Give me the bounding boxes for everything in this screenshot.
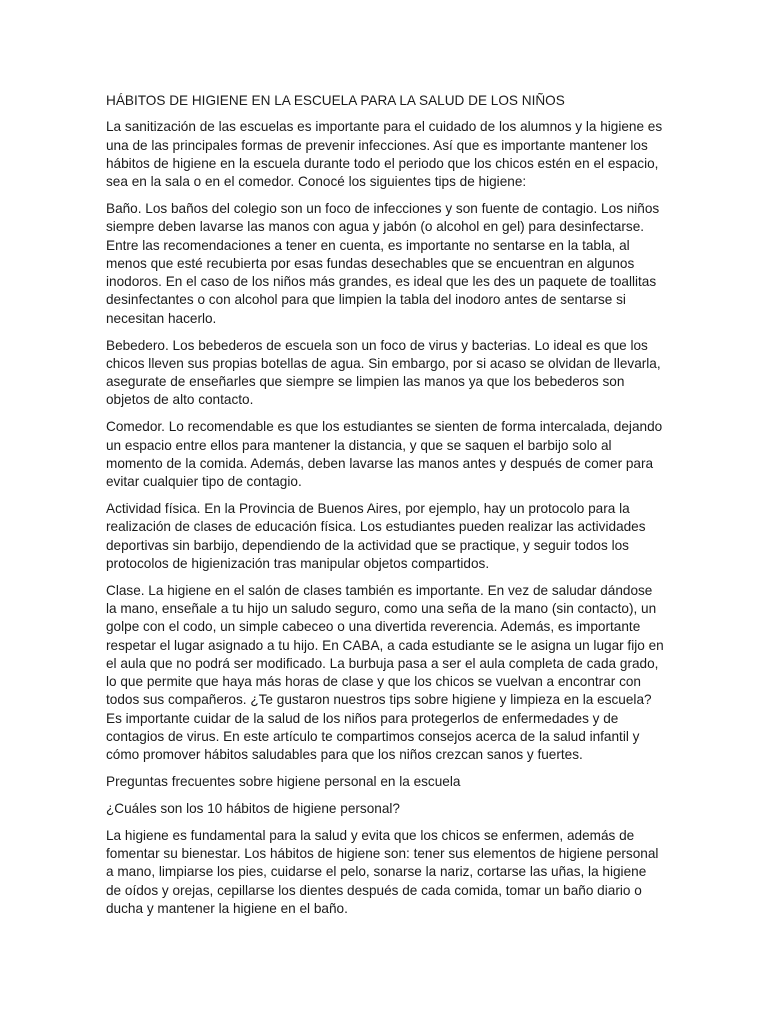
- paragraph-actividad-fisica: Actividad física. En la Provincia de Buenos Aires, por ejemplo, hay un protocolo para la realización de clases de educación física. Los estudiantes pueden realizar las actividades deportivas sin barbijo, dependiendo de la actividad que se practique, y seguir todos los protocolos de higienización tras manipular objetos compartidos.: [106, 500, 646, 571]
- faq-question: ¿Cuáles son los 10 hábitos de higiene personal?: [106, 800, 400, 816]
- paragraph-comedor: Comedor. Lo recomendable es que los estudiantes se sienten de forma intercalada, dejando un espacio entre ellos para mantener la distancia, y que se saquen el barbijo solo al momento de la comida. Además, deben lavarse las manos antes y después de comer para evitar cualquier tipo de contagio.: [106, 419, 663, 490]
- faq-answer: La higiene es fundamental para la salud y evita que los chicos se enfermen, además de fomentar su bienestar. Los hábitos de higiene son: tener sus elementos de higiene personal a mano, limpiarse los pies, cuidarse el pelo, sonarse la nariz, cortarse las uñas, la higiene de oídos y orejas, cepillarse los dientes después de cada comida, tomar un baño diario o ducha y mantener la higiene en el baño.: [106, 827, 659, 916]
- paragraph-bebedero: Bebedero. Los bebederos de escuela son un foco de virus y bacterias. Lo ideal es que los chicos lleven sus propias botellas de agua. Sin embargo, por si acaso se olvidan de llevarla, asegurate de enseñarles que siempre se limpien las manos ya que los bebederos son objetos de alto contacto.: [106, 337, 661, 408]
- document-title: HÁBITOS DE HIGIENE EN LA ESCUELA PARA LA SALUD DE LOS NIÑOS: [106, 93, 565, 108]
- document-body: [106, 92, 664, 927]
- paragraph-bano: Baño. Los baños del colegio son un foco de infecciones y son fuente de contagio. Los niños siempre deben lavarse las manos con agua y jabón (o alcohol en gel) para desinfectarse. Entre las recomendaciones a tener en cuenta, es importante no sentarse en la tabla, al menos que esté recubierta por esas fundas desechables que se encuentran en algunos inodoros. En el caso de los niños más grandes, es ideal que les des un paquete de toallitas desinfectantes o con alcohol para que limpien la tabla del inodoro antes de sentarse si necesitan hacerlo.: [106, 200, 660, 326]
- paragraph-clase: Clase. La higiene en el salón de clases también es importante. En vez de saludar dándose la mano, enseñale a tu hijo un saludo seguro, como una seña de la mano (sin contacto), un golpe con el codo, un simple cabeceo o una divertida reverencia. Además, es importante respetar el lugar asignado a tu hijo. En CABA, a cada estudiante se le asigna un lugar fijo en el aula que no podrá ser modificado. La burbuja pasa a ser el aula completa de cada grado, lo que permite que haya más horas de clase y que los chicos se vuelvan a encontrar con todos sus compañeros. ¿Te gustaron nuestros tips sobre higiene y limpieza en la escuela? Es importante cuidar de la salud de los niños para protegerlos de enfermedades y de contagios de virus. En este artículo te compartimos consejos acerca de la salud infantil y cómo promover hábitos saludables para que los niños crezcan sanos y fuertes.: [106, 582, 664, 763]
- paragraph-intro: La sanitización de las escuelas es importante para el cuidado de los alumnos y la higiene es una de las principales formas de prevenir infecciones. Así que es importante mantener los hábitos de higiene en la escuela durante todo el periodo que los chicos estén en el espacio, sea en la sala o en el comedor. Conocé los siguientes tips de higiene:: [106, 119, 663, 190]
- faq-heading: Preguntas frecuentes sobre higiene personal en la escuela: [106, 774, 461, 790]
